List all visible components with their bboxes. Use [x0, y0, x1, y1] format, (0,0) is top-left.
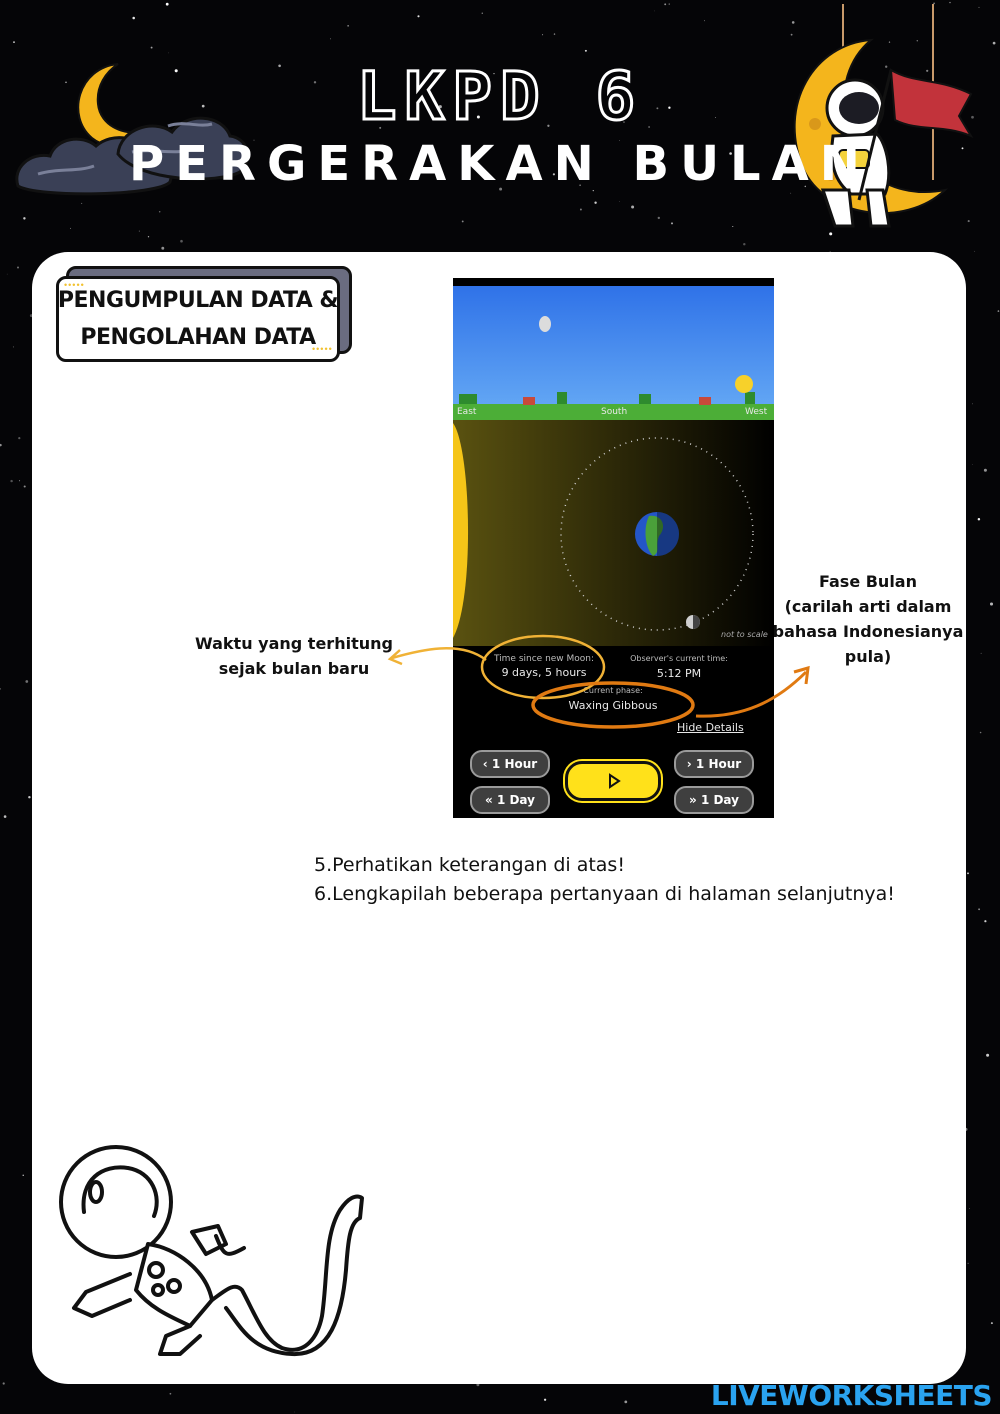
observer-time-label: Observer's current time:: [630, 654, 728, 663]
floating-astronaut-illustration: [56, 1140, 376, 1362]
current-phase-value: Waxing Gibbous: [568, 699, 658, 712]
liveworksheets-watermark: LIVEWORKSHEETS: [710, 1379, 992, 1412]
section-label-line1: PENGUMPULAN DATA &: [57, 288, 339, 313]
current-phase-label: Current phase:: [583, 686, 643, 695]
right-annotation-line4: pula): [844, 647, 892, 666]
back-one-day-button[interactable]: « 1 Day: [470, 786, 550, 814]
forward-one-day-label: 1 Day: [700, 793, 739, 807]
instruction-6: 6.Lengkapilah beberapa pertanyaan di halaman selanjutnya!: [314, 883, 895, 905]
sky-label-east: East: [457, 407, 477, 417]
right-annotation-line2: (carilah arti dalam: [784, 597, 952, 616]
forward-one-day-button[interactable]: » 1 Day: [674, 786, 754, 814]
time-since-new-moon-label: Time since new Moon:: [493, 654, 595, 664]
sky-label-west: West: [745, 407, 768, 417]
worksheet-title: LKPD 6: [356, 58, 644, 135]
left-arrow: [392, 648, 486, 660]
instruction-5: 5.Perhatikan keterangan di atas!: [314, 854, 625, 876]
phase-highlight-ellipse: [533, 683, 693, 727]
section-label-line2: PENGOLAHAN DATA: [80, 325, 316, 350]
back-one-day-label: 1 Day: [496, 793, 535, 807]
time-since-new-moon-value: 9 days, 5 hours: [501, 666, 587, 679]
back-one-hour-button[interactable]: ‹ 1 Hour: [470, 750, 550, 778]
right-annotation-line3: bahasa Indonesianya: [772, 622, 964, 641]
left-annotation: [190, 631, 398, 681]
label-dots-bottom: •••••: [312, 344, 333, 354]
observer-time-value: 5:12 PM: [656, 667, 702, 680]
left-annotation-line2: sejak bulan baru: [218, 659, 370, 678]
forward-one-hour-button[interactable]: › 1 Hour: [674, 750, 754, 778]
label-dots-top: •••••: [64, 280, 85, 290]
back-one-hour-label: 1 Hour: [491, 757, 538, 771]
right-annotation-line1: Fase Bulan: [819, 572, 917, 591]
right-arrow: [696, 672, 806, 716]
right-annotation: [772, 569, 964, 669]
sky-label-south: South: [601, 407, 628, 417]
scale-note: not to scale: [721, 630, 768, 639]
forward-one-hour-label: 1 Hour: [695, 757, 742, 771]
left-annotation-line1: Waktu yang terhitung: [195, 634, 393, 653]
time-highlight-ellipse: [482, 636, 604, 698]
hide-details-link[interactable]: Hide Details: [677, 721, 744, 734]
worksheet-subtitle: PERGERAKAN BULAN: [129, 136, 871, 192]
